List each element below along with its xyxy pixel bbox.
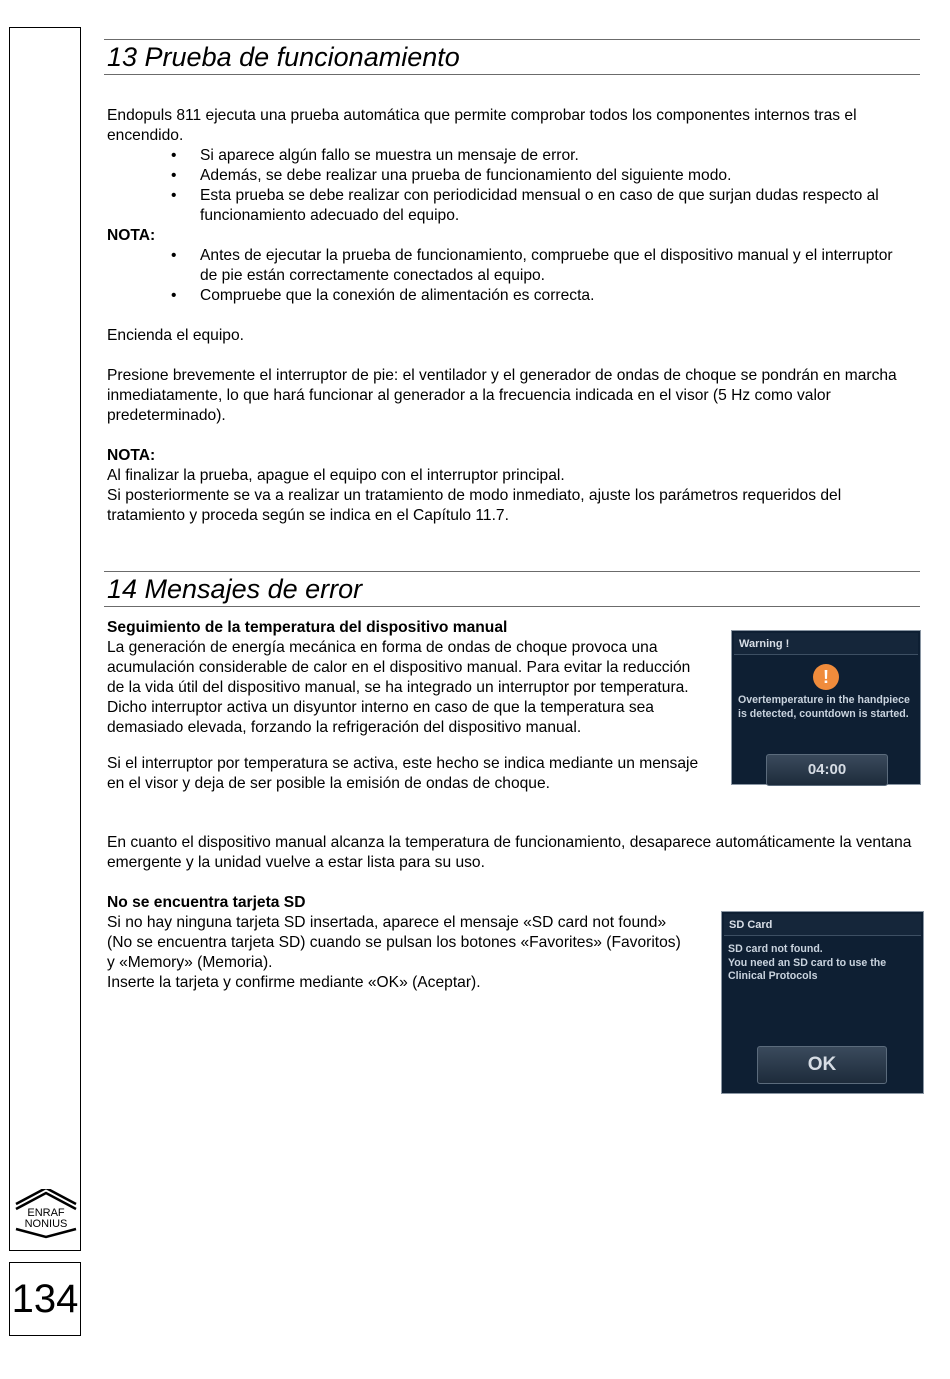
- exclamation-icon: !: [813, 664, 839, 690]
- step-footswitch: Presione brevemente el interruptor de pie: el ventilador y el generador de ondas de choque se pondrán en marcha inmediatamente, lo que hará funcionar al generador a la frecuencia indicada en el visor (5 Hz como valor predeterminado).: [107, 367, 897, 424]
- section-14-header: [104, 571, 920, 607]
- warning-dialog-screenshot: [731, 630, 921, 785]
- temperature-paragraph-2: Si el interruptor por temperatura se activa, este hecho se indica mediante un mensaje en el visor y deja de ser posible la emisión de ondas de choque.: [107, 755, 699, 792]
- note-bullets: [107, 246, 907, 306]
- temperature-heading: Seguimiento de la temperatura del dispositivo manual: [107, 619, 508, 636]
- warning-message: [738, 694, 920, 721]
- bullet-item: • Si aparece algún fallo se muestra un mensaje de error.: [107, 146, 907, 166]
- logo-line2: NONIUS: [24, 1218, 68, 1230]
- temperature-block: [107, 618, 707, 794]
- enraf-nonius-logo: [12, 1189, 80, 1239]
- sd-message: [728, 943, 924, 984]
- side-frame: [9, 27, 81, 1251]
- note-label: NOTA:: [107, 227, 156, 244]
- note2-line2: Si posteriormente se va a realizar un tratamiento de modo inmediato, ajuste los parámetros requeridos del tratamiento y proceda según se indica en el Capítulo 11.7.: [107, 487, 842, 524]
- step-power-on: Encienda el equipo.: [107, 327, 244, 344]
- temperature-paragraph: La generación de energía mecánica en forma de ondas de choque provoca una acumulación considerable de calor en el dispositivo manual. Para evitar la reducción de la vida útil del dispositivo manual, se ha integrado un interruptor por temperatura. Dicho interruptor activa un disyuntor interno en caso de que la temperatura sea demasiado elevada, forzando la refrigeración del dispositivo manual.: [107, 639, 691, 736]
- section-13-header: [104, 39, 920, 75]
- sd-block: [107, 893, 687, 993]
- ok-button[interactable]: OK: [757, 1046, 887, 1084]
- temperature-paragraph-3: En cuanto el dispositivo manual alcanza la temperatura de funcionamiento, desaparece automáticamente la ventana emergente y la unidad vuelve a estar lista para su uso.: [107, 834, 912, 871]
- sd-line3: Clinical Protocols: [728, 970, 818, 982]
- sd-line1: SD card not found.: [728, 943, 823, 955]
- section-14-title: 14 Mensajes de error: [107, 574, 363, 604]
- note2-line1: Al finalizar la prueba, apague el equipo con el interruptor principal.: [107, 467, 565, 484]
- sd-card-dialog-screenshot: [721, 911, 924, 1094]
- sd-paragraph-2: Inserte la tarjeta y confirme mediante «OK» (Aceptar).: [107, 974, 481, 991]
- sd-paragraph: Si no hay ninguna tarjeta SD insertada, aparece el mensaje «SD card not found» (No se encuentra tarjeta SD) cuando se pulsan los botones «Favorites» (Favoritos) y «Memory» (Memoria).: [107, 914, 681, 971]
- bullet-item: • Compruebe que la conexión de alimentación es correcta.: [107, 286, 907, 306]
- logo-line1: ENRAF: [27, 1207, 65, 1219]
- countdown-display: 04:00: [766, 754, 888, 786]
- warning-line1: Overtemperature in the handpiece: [738, 694, 910, 706]
- sd-heading: No se encuentra tarjeta SD: [107, 894, 306, 911]
- section-13-title: 13 Prueba de funcionamiento: [107, 42, 460, 72]
- bullet-item: • Antes de ejecutar la prueba de funcionamiento, compruebe que el dispositivo manual y el interruptor de pie están correctamente conectados al equipo.: [107, 246, 907, 286]
- bullet-item: • Además, se debe realizar una prueba de funcionamiento del siguiente modo.: [107, 166, 907, 186]
- intro-bullets: [107, 146, 907, 226]
- note2-label: NOTA:: [107, 447, 156, 464]
- sd-dialog-title: SD Card: [724, 914, 921, 936]
- page-number: 134: [9, 1262, 81, 1336]
- warning-line2: is detected, countdown is started.: [738, 707, 909, 720]
- bullet-item: • Esta prueba se debe realizar con periodicidad mensual o en caso de que surjan dudas respecto al funcionamiento adecuado del equipo.: [107, 186, 907, 226]
- sd-line2: You need an SD card to use the: [728, 956, 887, 969]
- warning-dialog-title: Warning !: [734, 633, 918, 655]
- intro-paragraph: Endopuls 811 ejecuta una prueba automática que permite comprobar todos los componentes internos tras el encendido.: [107, 107, 857, 144]
- section-13-body: [107, 106, 907, 526]
